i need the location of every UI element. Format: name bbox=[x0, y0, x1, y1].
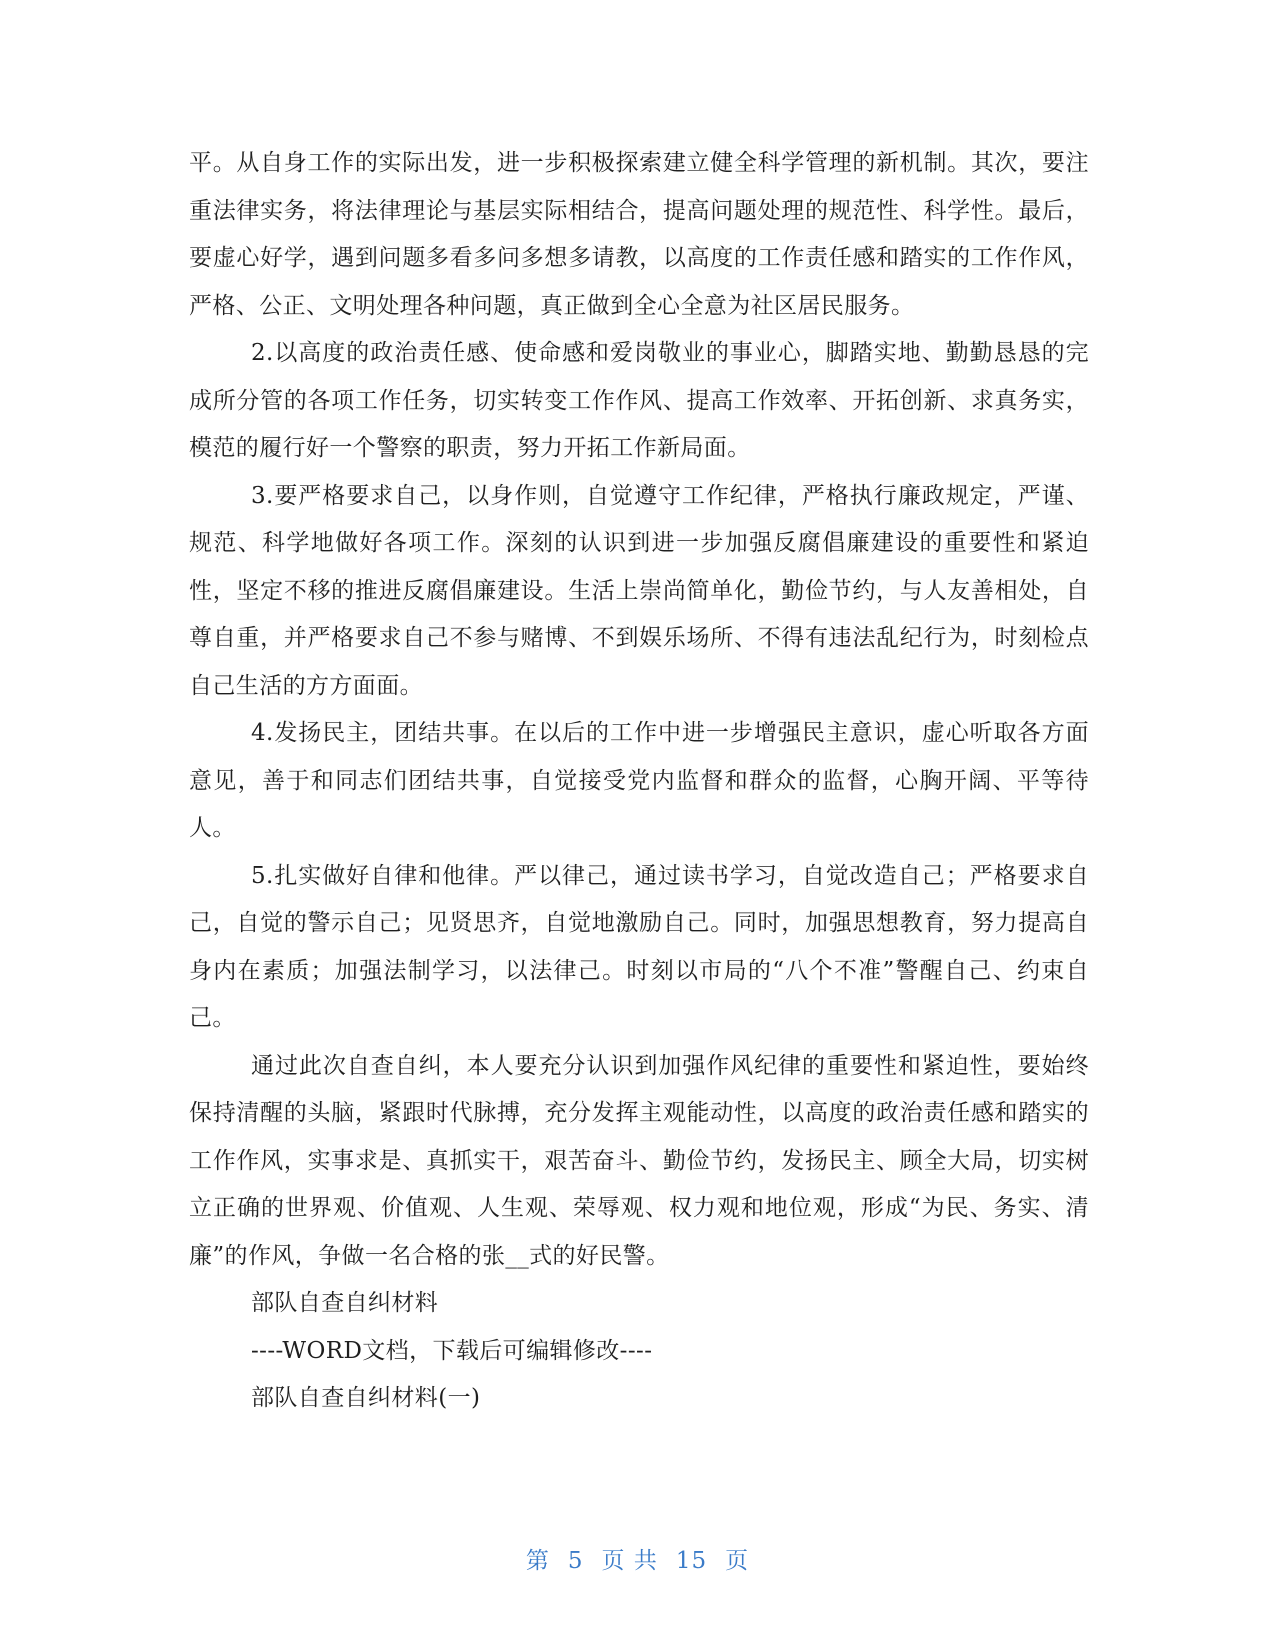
section-title: 部队自查自纠材料 bbox=[251, 1290, 439, 1316]
page-label-suffix: 页 bbox=[725, 1548, 750, 1574]
total-pages-number: 15 bbox=[675, 1548, 708, 1574]
paragraph-item-5: 5.扎实做好自律和他律。严以律己，通过读书学习，自觉改造自己；严格要求自己，自觉的警示自己；见贤思齐，自觉地激励自己。同时，加强思想教育，努力提高自身内在素质；加强法制学习，以法律己。时刻以市局的“八个不准”警醒自己、约束自己。 bbox=[189, 862, 1089, 1031]
word-document-note: ----WORD文档，下载后可编辑修改---- bbox=[251, 1337, 653, 1364]
body-text bbox=[189, 140, 1089, 1423]
current-page-number: 5 bbox=[567, 1548, 584, 1574]
paragraph-item-4: 4.发扬民主，团结共事。在以后的工作中进一步增强民主意识，虚心听取各方面意见，善于和同志们团结共事，自觉接受党内监督和群众的监督，心胸开阔、平等待人。 bbox=[189, 720, 1089, 841]
paragraph-conclusion: 通过此次自查自纠，本人要充分认识到加强作风纪律的重要性和紧迫性，要始终保持清醒的头脑，紧跟时代脉搏，充分发挥主观能动性，以高度的政治责任感和踏实的工作作风，实事求是、真抓实干，艰苦奋斗、勤俭节约，发扬民主、顾全大局，切实树立正确的世界观、价值观、人生观、荣辱观、权力观和地位观，形成“为民、务实、清廉”的作风，争做一名合格的张__式的好民警。 bbox=[189, 1052, 1089, 1269]
page-number-footer bbox=[0, 1542, 1275, 1575]
paragraph-item-3: 3.要严格要求自己，以身作则，自觉遵守工作纪律，严格执行廉政规定，严谨、规范、科学地做好各项工作。深刻的认识到进一步加强反腐倡廉建设的重要性和紧迫性，坚定不移的推进反腐倡廉建设。生活上崇尚简单化，勤俭节约，与人友善相处，自尊自重，并严格要求自己不参与赌博、不到娱乐场所、不得有违法乱纪行为，时刻检点自己生活的方方面面。 bbox=[189, 482, 1089, 699]
page-label-mid: 页 共 bbox=[601, 1548, 658, 1574]
subsection-title: 部队自查自纠材料(一) bbox=[251, 1385, 481, 1411]
page-label-prefix: 第 bbox=[525, 1548, 550, 1574]
paragraph-continuation: 平。从自身工作的实际出发，进一步积极探索建立健全科学管理的新机制。其次，要注重法律实务，将法律理论与基层实际相结合，提高问题处理的规范性、科学性。最后，要虚心好学，遇到问题多看多问多想多请教，以高度的工作责任感和踏实的工作作风，严格、公正、文明处理各种问题，真正做到全心全意为社区居民服务。 bbox=[189, 150, 1089, 319]
paragraph-item-2: 2.以高度的政治责任感、使命感和爱岗敬业的事业心，脚踏实地、勤勤恳恳的完成所分管的各项工作任务，切实转变工作作风、提高工作效率、开拓创新、求真务实，模范的履行好一个警察的职责，努力开拓工作新局面。 bbox=[189, 340, 1089, 461]
